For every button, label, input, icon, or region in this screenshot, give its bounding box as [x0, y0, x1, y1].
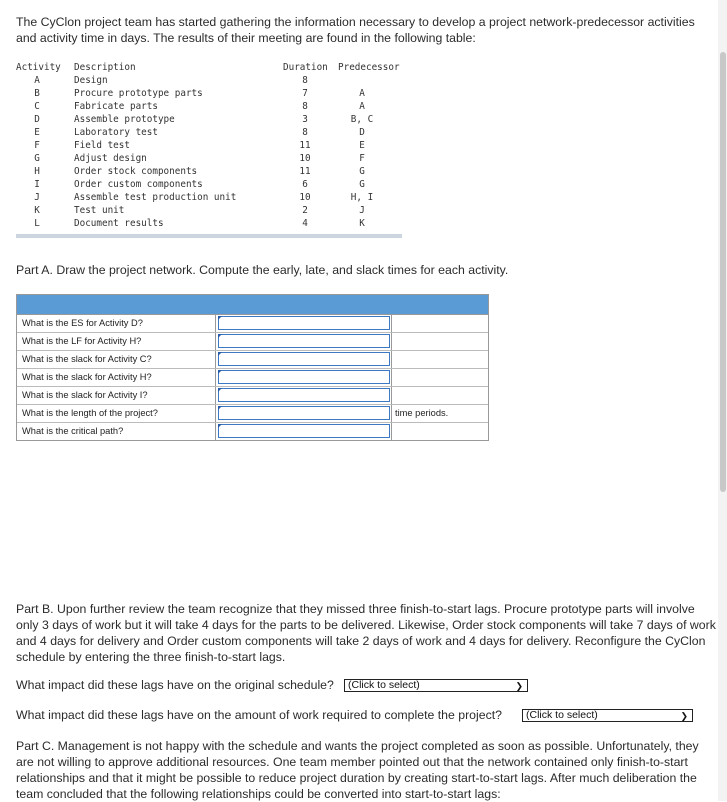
- description-cell: Assemble test production unit: [74, 192, 237, 203]
- activity-cell: D: [34, 114, 40, 125]
- duration-cell: 11: [299, 140, 311, 151]
- answer-input[interactable]: [218, 316, 390, 330]
- activity-cell: J: [34, 192, 40, 203]
- table-row: [16, 75, 402, 88]
- duration-cell: 4: [302, 218, 308, 229]
- question-row: [17, 422, 488, 440]
- predecessor-cell: E: [359, 140, 365, 151]
- predecessor-cell: J: [359, 205, 365, 216]
- question-label: What is the critical path?: [17, 423, 216, 440]
- description-cell: Test unit: [74, 205, 125, 216]
- answer-input[interactable]: [218, 424, 390, 438]
- description-cell: Document results: [74, 218, 164, 229]
- question-row: [17, 386, 488, 404]
- impact-work-select[interactable]: [522, 709, 693, 722]
- duration-cell: 10: [299, 192, 311, 203]
- table-row: [16, 127, 402, 140]
- description-cell: Laboratory test: [74, 127, 158, 138]
- page-scrollbar[interactable]: [718, 0, 727, 801]
- duration-cell: 8: [302, 75, 308, 86]
- activity-cell: K: [34, 205, 40, 216]
- table-row: [16, 166, 402, 179]
- answer-suffix: [391, 315, 395, 332]
- description-cell: Design: [74, 75, 108, 86]
- answer-suffix: [391, 369, 395, 386]
- header-duration: Duration: [283, 62, 328, 73]
- description-cell: Field test: [74, 140, 130, 151]
- question-label: What is the slack for Activity I?: [17, 387, 216, 404]
- part-a-text: Part A. Draw the project network. Compute the early, late, and slack times for each activity.: [16, 263, 509, 277]
- duration-cell: 2: [302, 205, 308, 216]
- impact-schedule-select[interactable]: [344, 679, 528, 692]
- answer-input[interactable]: [218, 370, 390, 384]
- question-label: What is the LF for Activity H?: [17, 333, 216, 350]
- impact-schedule-question: What impact did these lags have on the original schedule?: [16, 678, 334, 692]
- question-row: [17, 332, 488, 350]
- table-row: [16, 218, 402, 231]
- predecessor-cell: D: [359, 127, 365, 138]
- table-row: [16, 101, 402, 114]
- predecessor-cell: G: [359, 166, 365, 177]
- duration-cell: 8: [302, 101, 308, 112]
- predecessor-cell: G: [359, 179, 365, 190]
- table-underline: [16, 234, 402, 238]
- activity-cell: H: [34, 166, 40, 177]
- question-row: [17, 315, 488, 332]
- predecessor-cell: A: [359, 101, 365, 112]
- duration-cell: 10: [299, 153, 311, 164]
- duration-cell: 11: [299, 166, 311, 177]
- predecessor-cell: F: [359, 153, 365, 164]
- header-activity: Activity: [16, 62, 61, 73]
- description-cell: Fabricate parts: [74, 101, 158, 112]
- activity-cell: B: [34, 88, 40, 99]
- table-row: [16, 140, 402, 153]
- table-row: [16, 114, 402, 127]
- answer-suffix: [391, 387, 395, 404]
- chevron-down-icon: ❯: [515, 681, 523, 691]
- question-label: What is the ES for Activity D?: [17, 315, 216, 332]
- activity-cell: E: [34, 127, 40, 138]
- answer-table: [16, 294, 489, 441]
- description-cell: Assemble prototype: [74, 114, 175, 125]
- answer-table-header: [17, 295, 488, 315]
- table-row: [16, 88, 402, 101]
- answer-suffix: [391, 333, 395, 350]
- answer-suffix: [391, 423, 395, 440]
- activity-cell: A: [34, 75, 40, 86]
- description-cell: Adjust design: [74, 153, 147, 164]
- duration-cell: 8: [302, 127, 308, 138]
- predecessor-cell: H, I: [350, 192, 374, 203]
- part-c-text: Part C. Management is not happy with the schedule and wants the project completed as soon as possible. Unfortunately, they are not willing to approve additional resources. One team member pointed out that the network contained only finish-to-start relationships and that it might be possible to reduce project duration by creating start-to-start lags. After much deliberation the team concluded that the following relationships could be converted into start-to-start lags:: [16, 739, 699, 801]
- duration-cell: 6: [302, 179, 308, 190]
- activity-cell: G: [34, 153, 40, 164]
- impact-work-select-value: (Click to select): [526, 709, 598, 721]
- answer-input[interactable]: [218, 406, 390, 420]
- question-row: [17, 404, 488, 422]
- answer-input[interactable]: [218, 352, 390, 366]
- activity-cell: L: [34, 218, 40, 229]
- answer-suffix: [391, 351, 395, 368]
- description-cell: Procure prototype parts: [74, 88, 203, 99]
- table-row: [16, 153, 402, 166]
- description-cell: Order stock components: [74, 166, 198, 177]
- duration-cell: 7: [302, 88, 308, 99]
- header-predecessor: Predecessor: [338, 62, 400, 73]
- activity-cell: I: [34, 179, 40, 190]
- answer-suffix: time periods.: [391, 405, 448, 422]
- table-row: [16, 192, 402, 205]
- answer-input[interactable]: [218, 388, 390, 402]
- part-b-text: Part B. Upon further review the team recognize that they missed three finish-to-start lags. Procure prototype parts will involve only 3 days of work but it will take 4 days for the parts to be delivered. Likewise, Order stock components will take 7 days of work and 4 days for delivery and Order custom components will take 2 days of work and 4 days for delivery. Reconfigure the CyClon schedule by entering the three finish-to-start lags.: [16, 602, 716, 664]
- question-row: [17, 368, 488, 386]
- header-description: Description: [74, 62, 136, 73]
- activity-cell: C: [34, 101, 40, 112]
- predecessor-cell: K: [359, 218, 365, 229]
- activity-cell: F: [34, 140, 40, 151]
- impact-work-question: What impact did these lags have on the amount of work required to complete the project?: [16, 708, 502, 722]
- duration-cell: 3: [302, 114, 308, 125]
- intro-text: The CyClon project team has started gathering the information necessary to develop a project network-predecessor activities and activity time in days. The results of their meeting are found in the following table:: [16, 15, 695, 45]
- description-cell: Order custom components: [74, 179, 203, 190]
- table-row: [16, 179, 402, 192]
- predecessor-cell: B, C: [350, 114, 374, 125]
- question-label: What is the slack for Activity H?: [17, 369, 216, 386]
- scrollbar-thumb[interactable]: [720, 52, 726, 492]
- answer-input[interactable]: [218, 334, 390, 348]
- question-row: [17, 350, 488, 368]
- impact-schedule-select-value: (Click to select): [348, 679, 420, 691]
- predecessor-cell: A: [359, 88, 365, 99]
- chevron-down-icon: ❯: [680, 711, 688, 721]
- question-label: What is the length of the project?: [17, 405, 216, 422]
- question-label: What is the slack for Activity C?: [17, 351, 216, 368]
- table-row: [16, 205, 402, 218]
